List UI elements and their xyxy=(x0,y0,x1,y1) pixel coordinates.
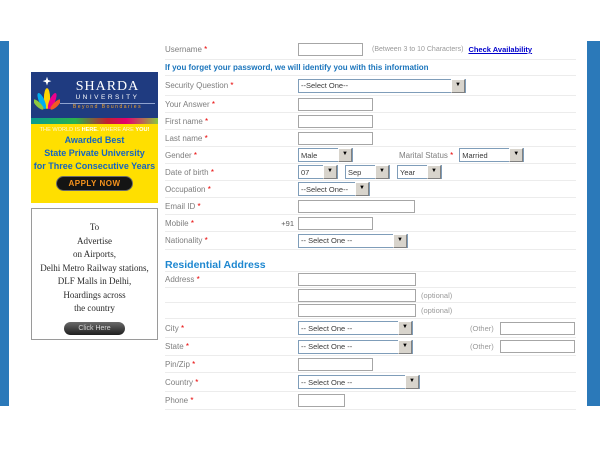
sharda-university-name: SHARDA xyxy=(75,78,140,94)
mobile-country-code: +91 xyxy=(281,218,294,228)
required-asterisk: * xyxy=(205,116,209,126)
email-input[interactable] xyxy=(298,200,415,213)
registration-form xyxy=(165,40,576,410)
form-row-gender-marital xyxy=(165,147,576,164)
address-line3-input[interactable] xyxy=(298,304,416,317)
gender-select[interactable]: Male ▼ xyxy=(298,148,353,162)
last-name-input[interactable] xyxy=(298,132,373,145)
page-frame-right xyxy=(587,41,600,406)
advertise-line: Advertise xyxy=(77,235,112,246)
dropdown-arrow-icon: ▼ xyxy=(405,375,419,389)
sharda-leaf-logo-icon xyxy=(34,75,60,115)
dropdown-arrow-icon: ▼ xyxy=(509,148,523,162)
sharda-award-line-2: State Private University xyxy=(44,148,145,158)
form-row-address-3 xyxy=(165,303,576,319)
dropdown-arrow-icon: ▼ xyxy=(427,165,441,179)
dropdown-arrow-icon: ▼ xyxy=(451,79,465,93)
pinzip-input[interactable] xyxy=(298,358,373,371)
apply-now-button[interactable]: APPLY NOW xyxy=(56,176,132,191)
sharda-world-line: THE WORLD IS HERE. WHERE ARE YOU! xyxy=(39,127,150,133)
phone-label: Phone * xyxy=(165,396,194,405)
pinzip-label: Pin/Zip * xyxy=(165,359,196,369)
form-row-first-name xyxy=(165,113,576,130)
sharda-university-sub: UNIVERSITY xyxy=(60,94,155,104)
form-row-pinzip xyxy=(165,356,576,373)
advertise-line: Delhi Metro Railway stations, xyxy=(40,262,149,273)
dropdown-arrow-icon: ▼ xyxy=(323,165,337,179)
password-note: If you forget your password, we will identify you with this information xyxy=(165,60,576,76)
required-asterisk: * xyxy=(204,133,208,143)
dropdown-arrow-icon: ▼ xyxy=(355,182,369,196)
form-row-email xyxy=(165,198,576,215)
required-asterisk: * xyxy=(190,218,194,228)
mobile-label: Mobile * +91 xyxy=(165,218,294,228)
security-question-select[interactable]: --Select One-- ▼ xyxy=(298,79,466,93)
address-label: Address * xyxy=(165,275,200,284)
marital-status-select[interactable]: Married ▼ xyxy=(459,148,524,162)
advertise-ad[interactable] xyxy=(31,208,158,340)
city-other-input[interactable] xyxy=(500,322,575,335)
required-asterisk: * xyxy=(450,150,454,160)
check-availability-link[interactable]: Check Availability xyxy=(468,45,533,54)
advertise-line: To xyxy=(89,222,100,232)
form-row-username xyxy=(165,40,576,60)
form-row-your-answer xyxy=(165,96,576,113)
advertise-line: on Airports, xyxy=(72,249,116,259)
required-asterisk: * xyxy=(207,184,211,194)
section-spacer xyxy=(165,250,576,258)
form-row-date-of-birth xyxy=(165,164,576,181)
city-other-label: (Other) xyxy=(470,323,494,333)
form-row-last-name xyxy=(165,130,576,147)
marital-status-label: Marital Status * xyxy=(399,150,454,160)
required-asterisk: * xyxy=(190,396,194,405)
required-asterisk: * xyxy=(211,99,215,109)
city-select[interactable]: -- Select One -- ▼ xyxy=(298,321,413,335)
city-label: City * xyxy=(165,323,185,333)
dropdown-arrow-icon: ▼ xyxy=(338,148,352,162)
address-line2-input[interactable] xyxy=(298,289,416,302)
form-row-address-2 xyxy=(165,288,576,303)
state-select[interactable]: -- Select One -- ▼ xyxy=(298,340,413,354)
sharda-ad-header xyxy=(31,72,158,118)
dropdown-arrow-icon: ▼ xyxy=(375,165,389,179)
email-label: Email ID * xyxy=(165,201,201,211)
gender-label: Gender * xyxy=(165,150,198,160)
country-select[interactable]: -- Select One -- ▼ xyxy=(298,375,420,389)
required-asterisk: * xyxy=(230,81,234,90)
dropdown-arrow-icon: ▼ xyxy=(398,321,412,335)
occupation-select[interactable]: --Select One-- ▼ xyxy=(298,182,370,196)
your-answer-input[interactable] xyxy=(298,98,373,111)
first-name-label: First name * xyxy=(165,116,209,126)
sharda-award-line-3: for Three Consecutive Years xyxy=(33,161,156,171)
last-name-label: Last name * xyxy=(165,133,208,143)
date-of-birth-label: Date of birth * xyxy=(165,167,214,177)
required-asterisk: * xyxy=(196,275,200,284)
address-line1-input[interactable] xyxy=(298,273,416,286)
page-frame-left xyxy=(0,41,9,406)
state-label: State * xyxy=(165,342,190,351)
star-icon xyxy=(43,77,52,86)
form-row-address xyxy=(165,272,576,288)
occupation-label: Occupation * xyxy=(165,184,211,194)
required-asterisk: * xyxy=(181,323,185,333)
required-asterisk: * xyxy=(195,377,199,387)
nationality-select[interactable]: -- Select One -- ▼ xyxy=(298,234,408,248)
sharda-university-ad[interactable] xyxy=(31,72,158,203)
required-asterisk: * xyxy=(185,342,190,351)
required-asterisk: * xyxy=(210,167,214,177)
dob-day-select[interactable]: 07 ▼ xyxy=(298,165,338,179)
required-asterisk: * xyxy=(193,150,198,160)
security-question-label: Security Question * xyxy=(165,81,234,90)
mobile-input[interactable] xyxy=(298,217,373,230)
click-here-button[interactable]: Click Here xyxy=(64,322,124,335)
advertise-line: Hoardings across xyxy=(63,289,126,300)
username-hint: (Between 3 to 10 Characters) xyxy=(372,46,464,53)
required-asterisk: * xyxy=(204,236,208,245)
first-name-input[interactable] xyxy=(298,115,373,128)
username-input[interactable] xyxy=(298,43,363,56)
form-row-city xyxy=(165,319,576,338)
phone-input[interactable] xyxy=(298,394,345,407)
required-asterisk: * xyxy=(197,201,201,211)
form-row-mobile xyxy=(165,215,576,232)
form-row-nationality xyxy=(165,232,576,250)
optional-label: (optional) xyxy=(421,306,453,315)
dob-year-select[interactable]: Year ▼ xyxy=(397,165,442,179)
required-asterisk: * xyxy=(192,359,196,369)
required-asterisk: * xyxy=(204,45,208,54)
sharda-ad-body xyxy=(31,124,158,203)
your-answer-label: Your Answer * xyxy=(165,99,215,109)
form-row-country xyxy=(165,373,576,392)
sharda-tagline: Beyond Boundaries xyxy=(72,103,143,110)
form-row-occupation xyxy=(165,181,576,198)
dropdown-arrow-icon: ▼ xyxy=(393,234,407,248)
username-label: Username * xyxy=(165,45,208,54)
sharda-award-line-1: Awarded Best xyxy=(64,135,125,145)
state-other-input[interactable] xyxy=(500,340,575,353)
nationality-label: Nationality * xyxy=(165,236,208,245)
residential-address-header: Residential Address xyxy=(165,258,576,272)
advertise-line: DLF Malls in Delhi, xyxy=(57,276,132,286)
dob-month-select[interactable]: Sep ▼ xyxy=(345,165,390,179)
form-row-state xyxy=(165,338,576,356)
form-row-security-question xyxy=(165,76,576,96)
country-label: Country * xyxy=(165,377,199,387)
optional-label: (optional) xyxy=(421,290,453,300)
advertise-line: the country xyxy=(74,303,115,313)
form-row-phone xyxy=(165,392,576,410)
dropdown-arrow-icon: ▼ xyxy=(398,340,412,354)
state-other-label: (Other) xyxy=(470,342,494,351)
